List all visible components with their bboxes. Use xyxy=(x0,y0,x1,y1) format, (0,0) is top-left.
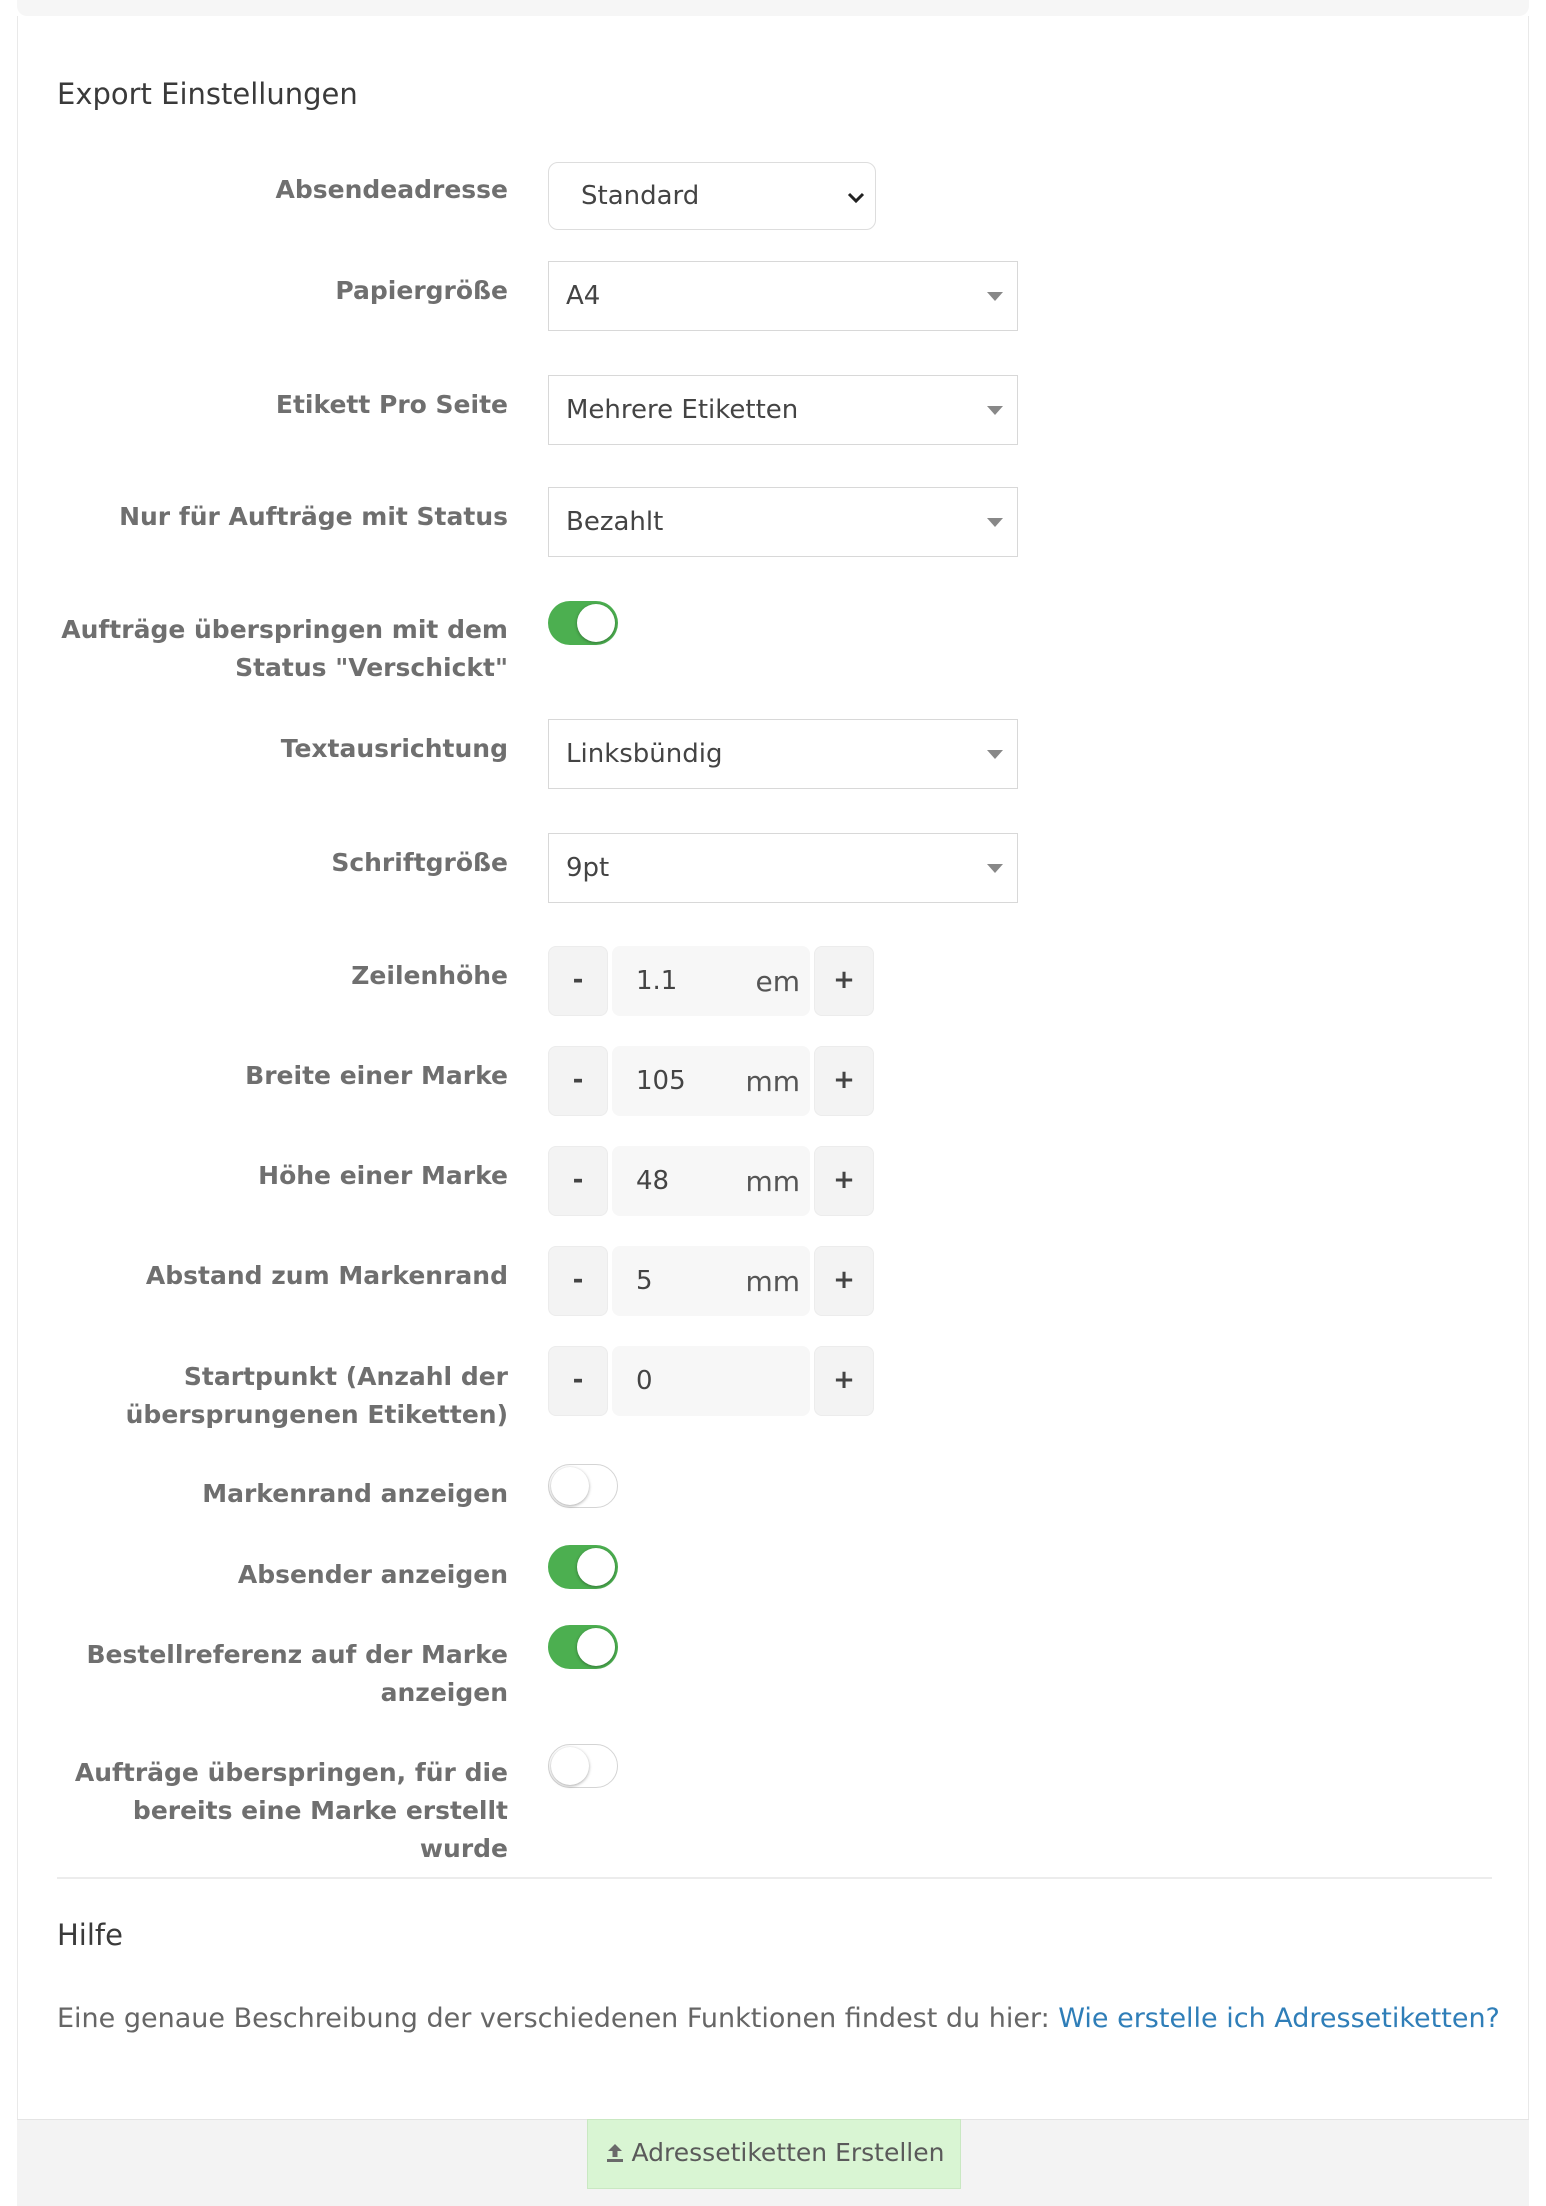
font-size-label: Schriftgröße xyxy=(331,848,508,877)
label-margin-input[interactable] xyxy=(612,1246,810,1316)
toggle-knob xyxy=(551,1747,589,1785)
toggle-knob xyxy=(577,604,615,642)
status-filter-value: Bezahlt xyxy=(566,507,664,537)
labels-per-page-label: Etikett Pro Seite xyxy=(275,390,508,419)
status-filter-select[interactable] xyxy=(548,487,1018,557)
label-margin-label: Abstand zum Markenrand xyxy=(145,1261,508,1290)
show-sender-label: Absender anzeigen xyxy=(237,1560,508,1589)
sender-address-value: Standard xyxy=(581,181,700,211)
paper-size-select[interactable] xyxy=(548,261,1018,331)
caret-down-icon xyxy=(987,864,1003,873)
unit-label: mm xyxy=(745,1165,800,1198)
label-height-input[interactable] xyxy=(612,1146,810,1216)
toggle-knob xyxy=(577,1628,615,1666)
start-offset-label: Startpunkt (Anzahl der übersprungenen Etiketten) xyxy=(125,1362,508,1429)
font-size-value: 9pt xyxy=(566,853,610,883)
paper-size-label: Papiergröße xyxy=(335,276,508,305)
text-alignment-value: Linksbündig xyxy=(566,739,723,769)
font-size-select[interactable] xyxy=(548,833,1018,903)
skip-shipped-label: Aufträge überspringen mit dem Status "Verschickt" xyxy=(61,615,508,682)
start-offset-value: 0 xyxy=(636,1366,653,1396)
increment-button[interactable]: + xyxy=(814,946,874,1016)
labels-per-page-value: Mehrere Etiketten xyxy=(566,395,799,425)
skip-shipped-toggle[interactable] xyxy=(548,601,618,645)
text-alignment-label: Textausrichtung xyxy=(280,734,508,763)
create-labels-label: Adressetiketten Erstellen xyxy=(631,2138,945,2167)
sender-address-select[interactable] xyxy=(548,162,876,230)
labels-per-page-select[interactable] xyxy=(548,375,1018,445)
caret-down-icon xyxy=(987,750,1003,759)
line-height-value: 1.1 xyxy=(636,966,678,996)
paper-size-value: A4 xyxy=(566,281,601,311)
help-paragraph xyxy=(57,2003,1500,2034)
label-height-label: Höhe einer Marke xyxy=(258,1161,508,1190)
section-divider xyxy=(57,1877,1492,1879)
status-filter-label: Nur für Aufträge mit Status xyxy=(119,502,508,531)
start-offset-stepper xyxy=(548,1346,878,1416)
show-order-ref-label: Bestellreferenz auf der Marke anzeigen xyxy=(86,1640,508,1707)
label-height-value: 48 xyxy=(636,1166,670,1196)
decrement-button[interactable]: - xyxy=(548,1246,608,1316)
label-width-label: Breite einer Marke xyxy=(245,1061,508,1090)
increment-button[interactable]: + xyxy=(814,1246,874,1316)
skip-existing-label: Aufträge überspringen, für die bereits eine Marke erstellt wurde xyxy=(74,1758,508,1863)
export-settings-title: Export Einstellungen xyxy=(57,77,358,111)
text-alignment-select[interactable] xyxy=(548,719,1018,789)
caret-down-icon xyxy=(987,406,1003,415)
label-width-stepper xyxy=(548,1046,878,1116)
decrement-button[interactable]: - xyxy=(548,1146,608,1216)
increment-button[interactable]: + xyxy=(814,1046,874,1116)
line-height-label: Zeilenhöhe xyxy=(351,961,508,990)
unit-label: mm xyxy=(745,1065,800,1098)
decrement-button[interactable]: - xyxy=(548,946,608,1016)
decrement-button[interactable]: - xyxy=(548,1346,608,1416)
upload-icon xyxy=(604,2142,626,2164)
caret-down-icon xyxy=(987,518,1003,527)
sender-address-label: Absendeadresse xyxy=(275,175,508,204)
decrement-button[interactable]: - xyxy=(548,1046,608,1116)
caret-down-icon xyxy=(987,292,1003,301)
toggle-knob xyxy=(577,1548,615,1586)
help-text: Eine genaue Beschreibung der verschiedenen Funktionen findest du hier: xyxy=(57,2003,1059,2034)
label-width-value: 105 xyxy=(636,1066,686,1096)
line-height-input[interactable] xyxy=(612,946,810,1016)
show-sender-toggle[interactable] xyxy=(548,1545,618,1589)
label-margin-stepper xyxy=(548,1246,878,1316)
top-strip xyxy=(17,0,1529,16)
chevron-down-icon xyxy=(845,187,867,209)
line-height-stepper xyxy=(548,946,878,1016)
label-height-stepper xyxy=(548,1146,878,1216)
start-offset-input[interactable] xyxy=(612,1346,810,1416)
skip-existing-toggle[interactable] xyxy=(548,1744,618,1788)
increment-button[interactable]: + xyxy=(814,1146,874,1216)
show-border-label: Markenrand anzeigen xyxy=(202,1479,508,1508)
help-title: Hilfe xyxy=(57,1918,123,1952)
unit-label: mm xyxy=(745,1265,800,1298)
unit-label: em xyxy=(755,965,800,998)
label-width-input[interactable] xyxy=(612,1046,810,1116)
show-border-toggle[interactable] xyxy=(548,1464,618,1508)
toggle-knob xyxy=(551,1467,589,1505)
show-order-ref-toggle[interactable] xyxy=(548,1625,618,1669)
label-margin-value: 5 xyxy=(636,1266,653,1296)
increment-button[interactable]: + xyxy=(814,1346,874,1416)
help-link[interactable]: Wie erstelle ich Adressetiketten? xyxy=(1058,2003,1500,2034)
create-labels-button[interactable] xyxy=(587,2119,961,2189)
